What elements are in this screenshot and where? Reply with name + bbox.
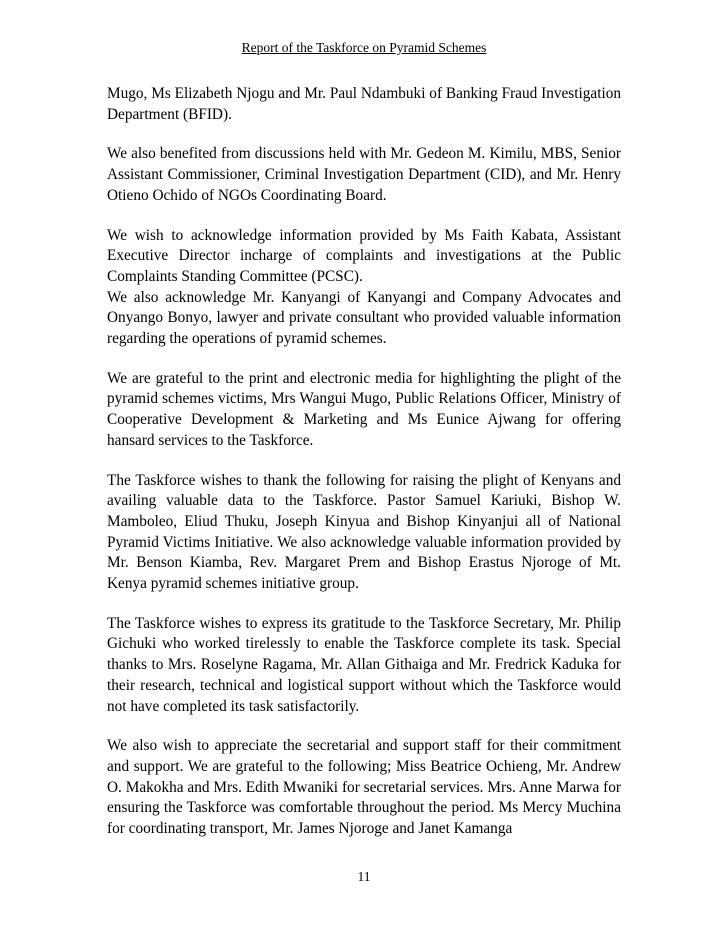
paragraph-pcsc: We wish to acknowledge information provided by Ms Faith Kabata, Assistant Executive Director incharge of complaints and investigations at the Public Complaints Standing Committee (PCSC). [107, 226, 621, 285]
running-header [0, 39, 728, 57]
paragraph-support-staff: We also wish to appreciate the secretarial and support staff for their commitment and support. We are grateful to the following; Miss Beatrice Ochieng, Mr. Andrew O. Makokha and Mrs. Edith Mwaniki for secretarial services. Mrs. Anne Marwa for ensuring the Taskforce was comfortable throughout the period. Ms Mercy Muchina for coordinating transport, Mr. James Njoroge and Janet Kamanga [107, 737, 621, 838]
page-number: 11 [357, 869, 371, 884]
document-body [107, 84, 621, 840]
paragraph-media: We are grateful to the print and electronic media for highlighting the plight of the pyramid schemes victims, Mrs Wangui Mugo, Public Relations Officer, Ministry of Cooperative Development & Marketing and Ms Eunice Ajwang for offering hansard services to the Taskforce. [107, 369, 621, 449]
paragraph-bfid: Mugo, Ms Elizabeth Njogu and Mr. Paul Ndambuki of Banking Fraud Investigation Department (BFID). [107, 85, 621, 123]
paragraph-cid-discussions: We also benefited from discussions held with Mr. Gedeon M. Kimilu, MBS, Senior Assistant Commissioner, Criminal Investigation Department (CID), and Mr. Henry Otieno Ochido of NGOs Coordinating Board. [107, 145, 621, 204]
paragraph-secretary: The Taskforce wishes to express its gratitude to the Taskforce Secretary, Mr. Philip Gichuki who worked tirelessly to enable the Taskforce complete its task. Special thanks to Mrs. Roselyne Ragama, Mr. Allan Githaiga and Mr. Fredrick Kaduka for their research, technical and logistical support without which the Taskforce would not have completed its task satisfactorily. [107, 614, 621, 715]
paragraph-victims-initiative: The Taskforce wishes to thank the following for raising the plight of Kenyans and availing valuable data to the Taskforce. Pastor Samuel Kariuki, Bishop W. Mamboleo, Eliud Thuku, Joseph Kinyua and Bishop Kinyanjui all of National Pyramid Victims Initiative. We also acknowledge valuable information provided by Mr. Benson Kiamba, Rev. Margaret Prem and Bishop Erastus Njoroge of Mt. Kenya pyramid schemes initiative group. [107, 471, 621, 593]
report-title: Report of the Taskforce on Pyramid Schemes [241, 40, 487, 55]
paragraph-advocates: We also acknowledge Mr. Kanyangi of Kanyangi and Company Advocates and Onyango Bonyo, lawyer and private consultant who provided valuable information regarding the operations of pyramid schemes. [107, 288, 621, 348]
